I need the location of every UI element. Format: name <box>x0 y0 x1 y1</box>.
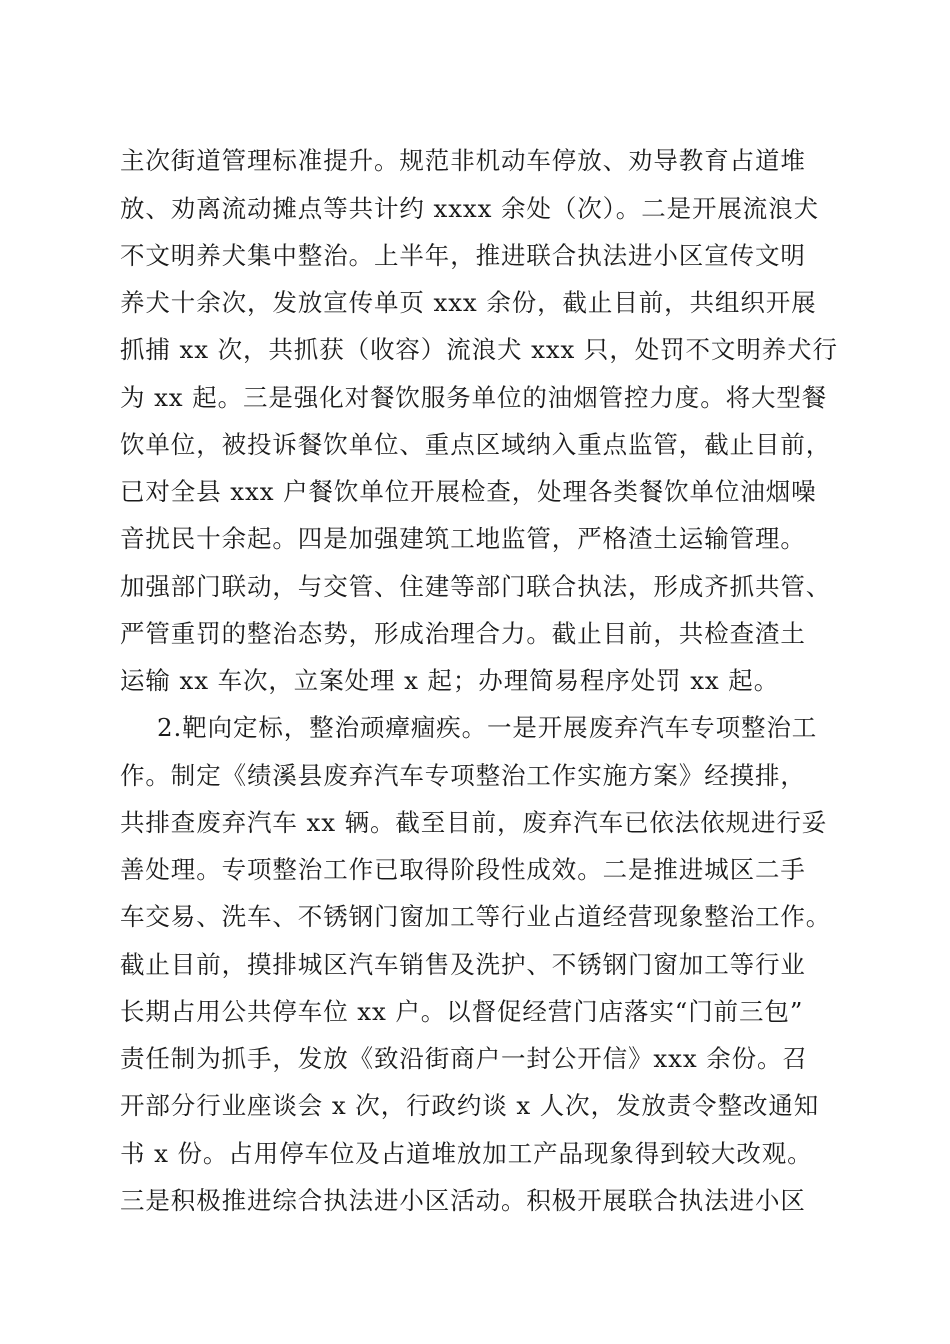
text-line: 音扰民十余起。四是加强建筑工地监管，严格渣土运输管理。 <box>120 524 806 553</box>
text-line: 抓捕 xx 次，共抓获（收容）流浪犬 xxx 只，处罚不文明养犬行 <box>120 335 838 364</box>
text-line: 共排查废弃汽车 xx 辆。截至目前，废弃汽车已依法依规进行妥 <box>120 808 828 837</box>
paragraph-first-line: 2.靶向定标，整治顽瘴痼疾。一是开展废弃汽车专项整治工 <box>157 713 818 742</box>
text-line: 加强部门联动，与交管、住建等部门联合执法，形成齐抓共管、 <box>120 572 832 601</box>
text-line: 作。制定《绩溪县废弃汽车专项整治工作实施方案》经摸排， <box>120 761 806 790</box>
text-line: 开部分行业座谈会 x 次，行政约谈 x 人次，发放责令整改通知 <box>120 1091 820 1120</box>
text-line: 主次街道管理标准提升。规范非机动车停放、劝导教育占道堆 <box>120 146 806 175</box>
text-line: 善处理。专项整治工作已取得阶段性成效。二是推进城区二手 <box>120 855 806 884</box>
text-line: 为 xx 起。三是强化对餐饮服务单位的油烟管控力度。将大型餐 <box>120 383 828 412</box>
text-line: 截止目前，摸排城区汽车销售及洗护、不锈钢门窗加工等行业 <box>120 950 806 979</box>
text-line: 运输 xx 车次，立案处理 x 起；办理简易程序处罚 xx 起。 <box>120 666 780 695</box>
text-line: 书 x 份。占用停车位及占道堆放加工产品现象得到较大改观。 <box>120 1139 813 1168</box>
text-line: 养犬十余次，发放宣传单页 xxx 余份，截止目前，共组织开展 <box>120 288 817 317</box>
text-line: 放、劝离流动摊点等共计约 xxxx 余处（次）。二是开展流浪犬 <box>120 194 819 223</box>
text-line: 严管重罚的整治态势，形成治理合力。截止目前，共检查渣土 <box>120 619 806 648</box>
text-line: 已对全县 xxx 户餐饮单位开展检查，处理各类餐饮单位油烟噪 <box>120 477 817 506</box>
text-line: 饮单位，被投诉餐饮单位、重点区域纳入重点监管，截止目前， <box>120 430 832 459</box>
text-line: 三是积极推进综合执法进小区活动。积极开展联合执法进小区 <box>120 1186 806 1215</box>
text-line: 不文明养犬集中整治。上半年，推进联合执法进小区宣传文明 <box>120 241 806 270</box>
text-line: 车交易、洗车、不锈钢门窗加工等行业占道经营现象整治工作。 <box>120 902 832 931</box>
text-line: 责任制为抓手，发放《致沿街商户一封公开信》xxx 余份。召 <box>120 1044 808 1073</box>
text-line: 长期占用公共停车位 xx 户。以督促经营门店落实“门前三包” <box>120 997 804 1026</box>
